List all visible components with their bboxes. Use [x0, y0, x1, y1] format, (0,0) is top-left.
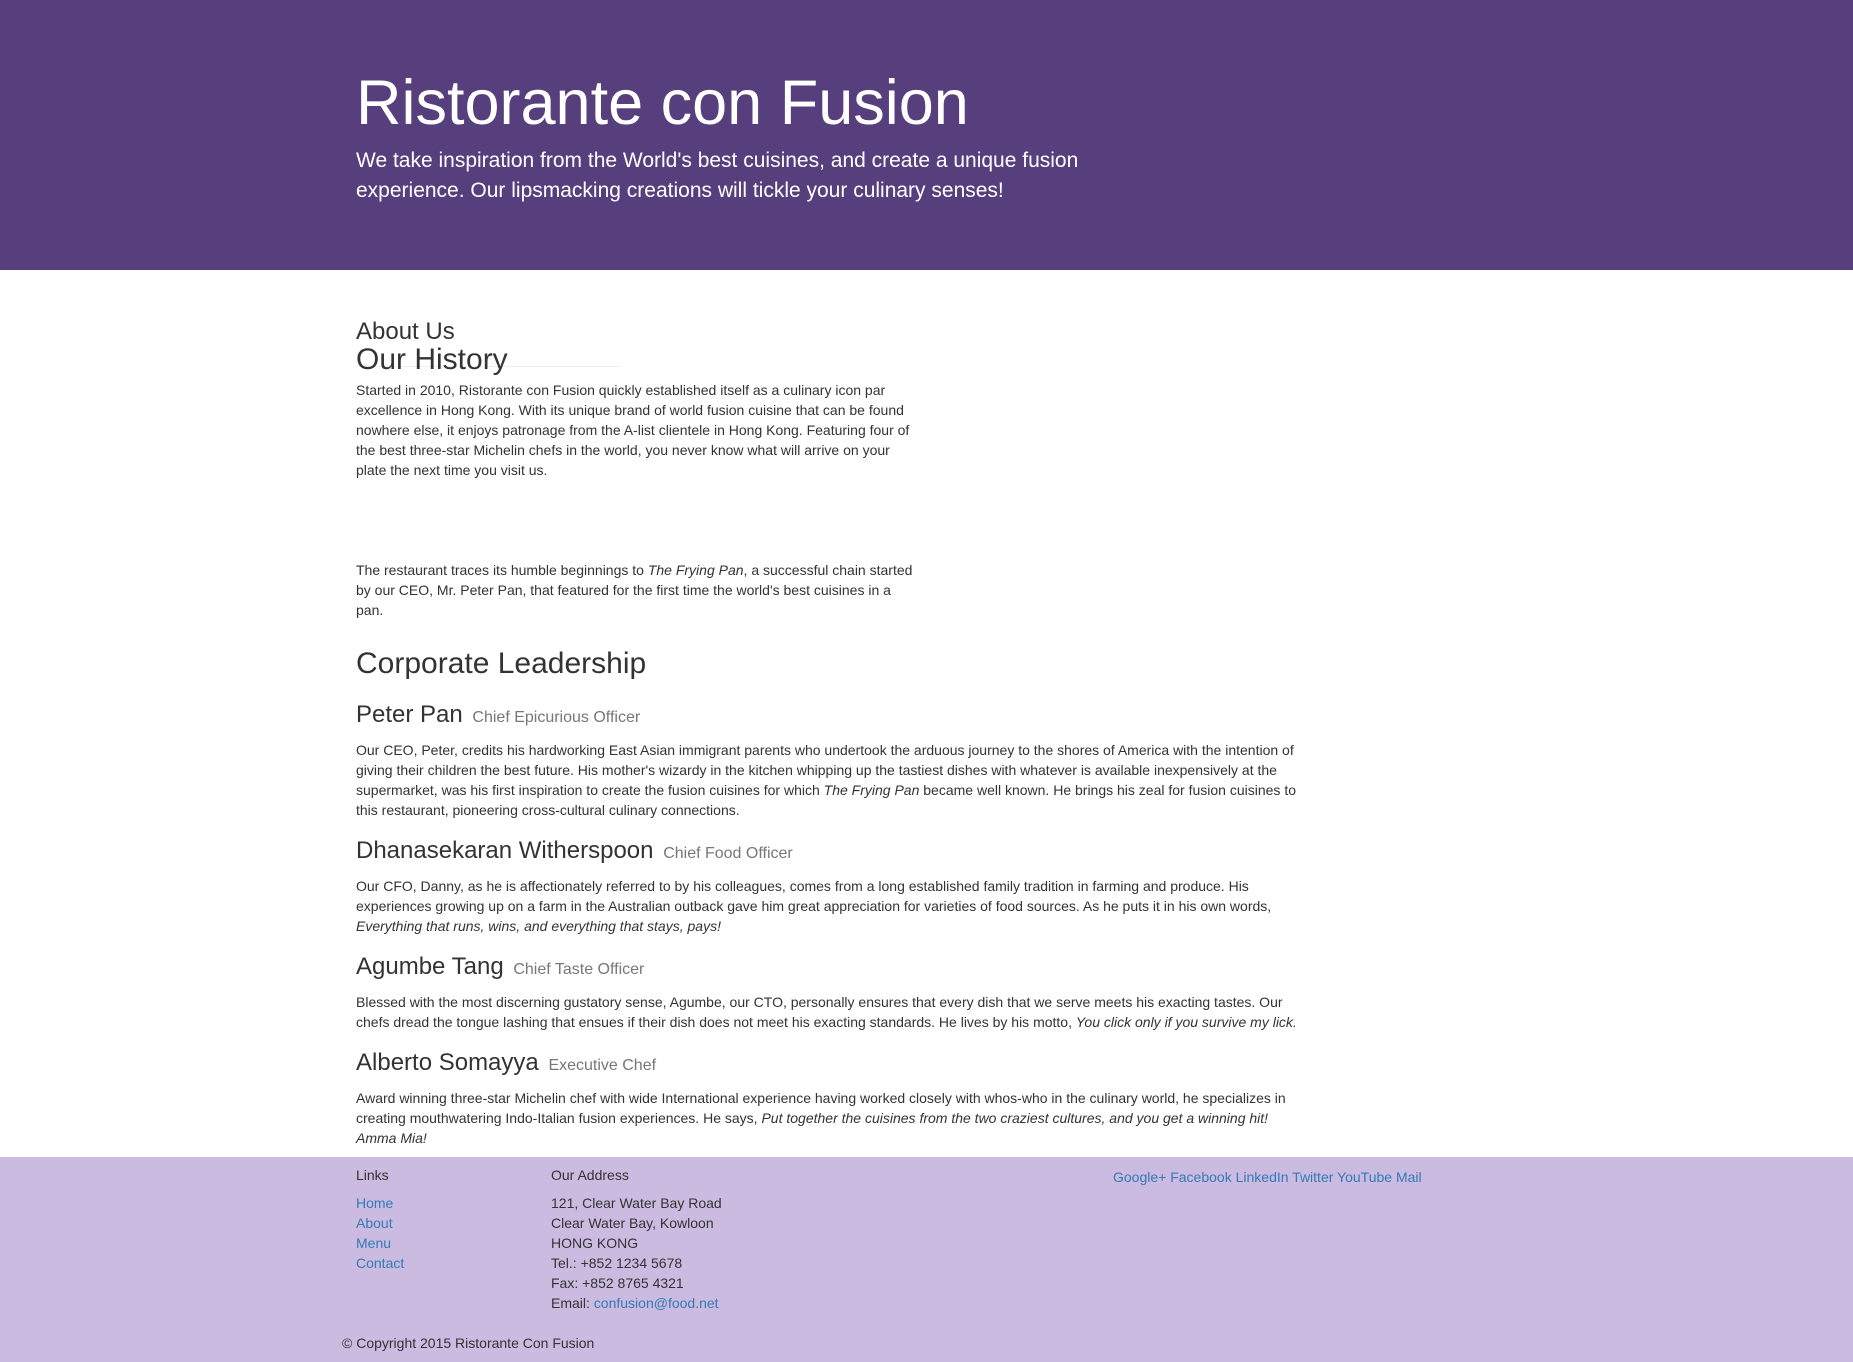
social-link-mail[interactable]: Mail: [1395, 1169, 1422, 1185]
social-link-facebook[interactable]: Facebook: [1170, 1169, 1232, 1185]
leader-role: Executive Chef: [548, 1057, 657, 1074]
footer-link-item: [356, 1253, 526, 1273]
social-link-twitter[interactable]: Twitter: [1292, 1169, 1334, 1185]
footer-link-item: [356, 1193, 526, 1213]
leader-bio: [356, 740, 1306, 820]
history-paragraph-1: Started in 2010, Ristorante con Fusion quickly established itself as a culinary icon par excellence in Hong Kong. With its unique brand of world fusion cuisine that can be found nowhere else, it enjoys patronage from the A-list clientele in Hong Kong. Featuring four of the best three-star Michelin chefs in the world, you never know what will arrive on your plate the next time you visit us.: [356, 382, 910, 478]
leader-role: Chief Epicurious Officer: [472, 709, 641, 726]
leader-bio-emphasis: You click only if you survive my lick.: [1075, 1014, 1297, 1030]
history-paragraph-2-text: The restaurant traces its humble beginnings to: [356, 562, 648, 578]
leader-bio-text: Our CFO, Danny, as he is affectionately referred to by his colleagues, comes from a long established family tradition in farming and produce. His experiences growing up on a farm in the Australian outback gave him great appreciation for varieties of food sources. As he puts it in his own words,: [356, 878, 1272, 914]
email-link[interactable]: confusion@food.net: [593, 1295, 719, 1311]
history-paragraph-2: [356, 560, 916, 620]
social-link-youtube[interactable]: YouTube: [1337, 1169, 1393, 1185]
leader-bio-text-end: became well known. He brings his zeal for fusion cuisines to this restaurant, pioneering cross-cultural culinary connections.: [356, 782, 1297, 818]
leader-name: Agumbe Tang: [356, 953, 504, 980]
leader-bio: [356, 992, 1306, 1032]
footer-link-home[interactable]: Home: [356, 1195, 394, 1211]
footer-address-section: [551, 1165, 911, 1313]
address-line: Clear Water Bay, Kowloon: [551, 1215, 714, 1231]
leader-name: Dhanasekaran Witherspoon: [356, 837, 654, 864]
jumbotron: [0, 0, 1853, 270]
leader-bio-text: Award winning three-star Michelin chef with wide International experience having worked closely with whos-who in the culinary world, he specializes in creating mouthwatering Indo-Italian fusion experiences. He says,: [356, 1090, 1286, 1126]
address-phone: Tel.: +852 1234 5678: [551, 1255, 683, 1271]
leader-bio-text: Our CEO, Peter, credits his hardworking East Asian immigrant parents who undertook the arduous journey to the shores of America with the intention of giving their children the best future. His mother's wizardy in the kitchen whipping up the tastiest dishes with whatever is available inexpensively at the supermarket, was his first inspiration to create the fusion cuisines for which: [356, 742, 1294, 798]
leader-role: Chief Taste Officer: [513, 961, 645, 978]
leader-bio-text: Blessed with the most discerning gustatory sense, Agumbe, our CTO, personally ensures that every dish that we serve meets his exacting tastes. Our chefs dread the tongue lashing that ensues if their dish does not meet his exacting standards. He lives by his motto,: [356, 994, 1283, 1030]
leader-name: Alberto Somayya: [356, 1049, 539, 1076]
footer: [0, 1157, 1853, 1362]
social-link-linkedin[interactable]: LinkedIn: [1235, 1169, 1289, 1185]
footer-links-heading: Links: [356, 1167, 389, 1183]
footer-link-menu[interactable]: Menu: [356, 1235, 392, 1251]
footer-link-item: [356, 1233, 526, 1253]
footer-links-section: [356, 1165, 526, 1273]
leader-bio-emphasis: Put together the cuisines from the two craziest cultures, and you get a winning hit! Amma Mia!: [356, 1110, 1269, 1146]
site-title: Ristorante con Fusion: [356, 68, 969, 138]
history-paragraph-2-text-end: , a successful chain started by our CEO, Mr. Peter Pan, that featured for the first time the world's best cuisines in a pan.: [356, 562, 913, 618]
leader-heading: [356, 1048, 656, 1081]
leader-role: Chief Food Officer: [663, 845, 793, 862]
address-line: 121, Clear Water Bay Road: [551, 1195, 722, 1211]
footer-link-about[interactable]: About: [356, 1215, 393, 1231]
leadership-heading: Corporate Leadership: [356, 647, 647, 680]
footer-address: [551, 1193, 911, 1313]
leader-bio: [356, 876, 1306, 936]
footer-links-list: [356, 1193, 526, 1273]
footer-address-heading: Our Address: [551, 1167, 629, 1183]
copyright: © Copyright 2015 Ristorante Con Fusion: [342, 1335, 595, 1351]
address-email-line: [551, 1293, 911, 1313]
history-frying-pan-emphasis: The Frying Pan: [647, 562, 744, 578]
footer-link-contact[interactable]: Contact: [356, 1255, 405, 1271]
social-link-google-plus[interactable]: Google+: [1113, 1169, 1167, 1185]
footer-link-item: [356, 1213, 526, 1233]
history-heading: Our History: [356, 343, 508, 376]
leader-heading: [356, 952, 644, 985]
leader-bio-emphasis: Everything that runs, wins, and everything that stays, pays!: [356, 918, 721, 934]
address-fax: Fax: +852 8765 4321: [551, 1275, 684, 1291]
site-tagline: We take inspiration from the World's best cuisines, and create a unique fusion experience. Our lipsmacking creations will tickle your culinary senses!: [356, 149, 1079, 202]
leader-heading: [356, 836, 793, 869]
address-line: HONG KONG: [551, 1235, 639, 1251]
leader-bio-emphasis: The Frying Pan: [823, 782, 920, 798]
page-title: About Us: [356, 318, 455, 345]
social-links: [1113, 1167, 1422, 1187]
address-email-label: Email:: [551, 1295, 594, 1311]
leader-name: Peter Pan: [356, 701, 463, 728]
leader-bio: [356, 1088, 1306, 1148]
leader-heading: [356, 700, 640, 733]
